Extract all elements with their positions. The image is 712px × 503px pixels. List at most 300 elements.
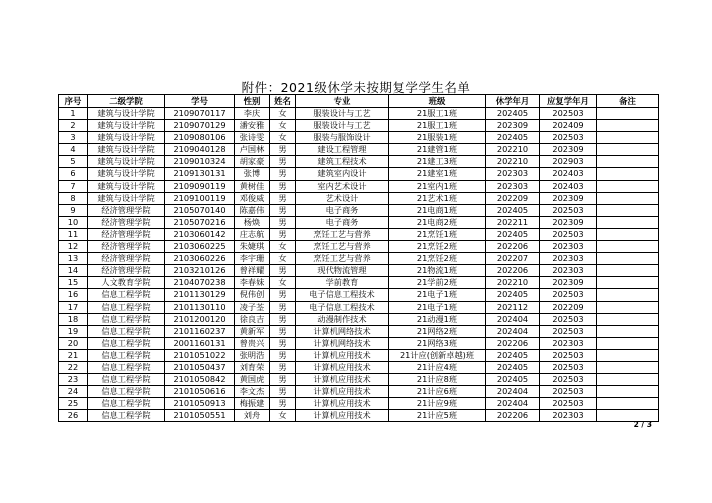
header-remarks: 备注 xyxy=(597,95,659,108)
cell-col4: 李庆 xyxy=(235,108,270,120)
cell-return-date: 202309 xyxy=(540,277,597,289)
cell-class: 21学前2班 xyxy=(389,277,486,289)
cell-remarks xyxy=(597,216,659,228)
cell-class: 21服工1班 xyxy=(389,108,486,120)
table-row xyxy=(59,337,659,349)
cell-college: 建筑与设计学院 xyxy=(88,144,165,156)
cell-student-id: 2101050437 xyxy=(165,361,235,373)
cell-index: 14 xyxy=(59,265,88,277)
cell-college: 信息工程学院 xyxy=(88,325,165,337)
cell-col5: 女 xyxy=(270,132,296,144)
cell-col5: 男 xyxy=(270,325,296,337)
cell-college: 建筑与设计学院 xyxy=(88,168,165,180)
cell-index: 26 xyxy=(59,410,88,422)
cell-suspend-date: 202405 xyxy=(486,289,540,301)
cell-col4: 梅振建 xyxy=(235,398,270,410)
student-table xyxy=(58,94,659,422)
cell-return-date: 202409 xyxy=(540,120,597,132)
cell-major: 计算机应用技术 xyxy=(296,349,389,361)
cell-college: 建筑与设计学院 xyxy=(88,132,165,144)
cell-college: 建筑与设计学院 xyxy=(88,192,165,204)
cell-col4: 刘舟 xyxy=(235,410,270,422)
table-row xyxy=(59,156,659,168)
cell-remarks xyxy=(597,349,659,361)
cell-student-id: 2101130110 xyxy=(165,301,235,313)
cell-col4: 张明浩 xyxy=(235,349,270,361)
cell-student-id: 2101200120 xyxy=(165,313,235,325)
cell-return-date: 202503 xyxy=(540,325,597,337)
cell-college: 经济管理学院 xyxy=(88,265,165,277)
cell-student-id: 2109130131 xyxy=(165,168,235,180)
cell-remarks xyxy=(597,132,659,144)
cell-col4: 倪伟创 xyxy=(235,289,270,301)
cell-suspend-date: 202404 xyxy=(486,313,540,325)
cell-col4: 杨焕 xyxy=(235,216,270,228)
cell-college: 信息工程学院 xyxy=(88,313,165,325)
cell-return-date: 202503 xyxy=(540,349,597,361)
cell-col5: 女 xyxy=(270,241,296,253)
cell-student-id: 2109010324 xyxy=(165,156,235,168)
cell-suspend-date: 202210 xyxy=(486,277,540,289)
cell-student-id: 2103210126 xyxy=(165,265,235,277)
cell-remarks xyxy=(597,361,659,373)
cell-major: 建筑工程技术 xyxy=(296,156,389,168)
cell-remarks xyxy=(597,301,659,313)
cell-suspend-date: 202303 xyxy=(486,168,540,180)
cell-col5: 男 xyxy=(270,228,296,240)
cell-college: 人文教育学院 xyxy=(88,277,165,289)
table-body xyxy=(59,108,659,422)
cell-major: 计算机应用技术 xyxy=(296,374,389,386)
cell-remarks xyxy=(597,337,659,349)
cell-return-date: 202503 xyxy=(540,204,597,216)
table-row xyxy=(59,168,659,180)
cell-college: 信息工程学院 xyxy=(88,361,165,373)
cell-col5: 男 xyxy=(270,386,296,398)
table-row xyxy=(59,325,659,337)
cell-remarks xyxy=(597,325,659,337)
cell-class: 21烹饪2班 xyxy=(389,253,486,265)
cell-index: 23 xyxy=(59,374,88,386)
cell-index: 25 xyxy=(59,398,88,410)
cell-return-date: 202503 xyxy=(540,386,597,398)
cell-remarks xyxy=(597,241,659,253)
cell-col5: 男 xyxy=(270,361,296,373)
cell-col4: 庄志航 xyxy=(235,228,270,240)
cell-class: 21艺术1班 xyxy=(389,192,486,204)
cell-remarks xyxy=(597,386,659,398)
cell-return-date: 202503 xyxy=(540,374,597,386)
cell-major: 电子商务 xyxy=(296,216,389,228)
cell-col4: 胡家豪 xyxy=(235,156,270,168)
cell-class: 21电子1班 xyxy=(389,289,486,301)
table-row xyxy=(59,361,659,373)
cell-class: 21电商2班 xyxy=(389,216,486,228)
cell-class: 21计应8班 xyxy=(389,374,486,386)
cell-remarks xyxy=(597,313,659,325)
cell-index: 19 xyxy=(59,325,88,337)
cell-index: 21 xyxy=(59,349,88,361)
cell-major: 计算机网络技术 xyxy=(296,337,389,349)
cell-major: 电子商务 xyxy=(296,204,389,216)
cell-college: 信息工程学院 xyxy=(88,374,165,386)
cell-major: 电子信息工程技术 xyxy=(296,289,389,301)
cell-return-date: 202303 xyxy=(540,253,597,265)
cell-class: 21计应4班 xyxy=(389,361,486,373)
cell-suspend-date: 202405 xyxy=(486,228,540,240)
cell-col5: 女 xyxy=(270,108,296,120)
cell-college: 信息工程学院 xyxy=(88,289,165,301)
cell-suspend-date: 202309 xyxy=(486,120,540,132)
table-row xyxy=(59,108,659,120)
cell-suspend-date: 202405 xyxy=(486,132,540,144)
cell-return-date: 202503 xyxy=(540,313,597,325)
cell-index: 18 xyxy=(59,313,88,325)
cell-col5: 男 xyxy=(270,374,296,386)
cell-remarks xyxy=(597,277,659,289)
cell-college: 经济管理学院 xyxy=(88,253,165,265)
cell-class: 21计应9班 xyxy=(389,398,486,410)
header-major: 专业 xyxy=(296,95,389,108)
cell-class: 21电商1班 xyxy=(389,204,486,216)
table-row xyxy=(59,228,659,240)
table-row xyxy=(59,277,659,289)
header-index: 序号 xyxy=(59,95,88,108)
cell-index: 7 xyxy=(59,180,88,192)
cell-return-date: 202503 xyxy=(540,132,597,144)
cell-index: 12 xyxy=(59,241,88,253)
cell-suspend-date: 202404 xyxy=(486,325,540,337)
cell-index: 1 xyxy=(59,108,88,120)
cell-suspend-date: 202405 xyxy=(486,204,540,216)
cell-class: 21电子1班 xyxy=(389,301,486,313)
cell-col4: 刘育荣 xyxy=(235,361,270,373)
cell-suspend-date: 202210 xyxy=(486,156,540,168)
cell-col4: 卢国林 xyxy=(235,144,270,156)
cell-student-id: 2109080106 xyxy=(165,132,235,144)
cell-student-id: 2101130129 xyxy=(165,289,235,301)
table-row xyxy=(59,216,659,228)
cell-col5: 男 xyxy=(270,265,296,277)
cell-return-date: 202309 xyxy=(540,216,597,228)
cell-student-id: 2104070238 xyxy=(165,277,235,289)
cell-college: 经济管理学院 xyxy=(88,216,165,228)
table-header-row xyxy=(59,95,659,108)
cell-col5: 男 xyxy=(270,216,296,228)
cell-major: 建筑室内设计 xyxy=(296,168,389,180)
cell-student-id: 2101050842 xyxy=(165,374,235,386)
cell-remarks xyxy=(597,192,659,204)
cell-student-id: 2105070140 xyxy=(165,204,235,216)
cell-student-id: 2101050913 xyxy=(165,398,235,410)
cell-college: 建筑与设计学院 xyxy=(88,108,165,120)
cell-return-date: 202503 xyxy=(540,361,597,373)
cell-suspend-date: 202209 xyxy=(486,192,540,204)
cell-class: 21建工3班 xyxy=(389,156,486,168)
cell-college: 建筑与设计学院 xyxy=(88,120,165,132)
cell-index: 17 xyxy=(59,301,88,313)
cell-col5: 男 xyxy=(270,301,296,313)
cell-col4: 黄树佳 xyxy=(235,180,270,192)
cell-major: 计算机应用技术 xyxy=(296,410,389,422)
table-row xyxy=(59,204,659,216)
cell-suspend-date: 202405 xyxy=(486,374,540,386)
cell-class: 21网络3班 xyxy=(389,337,486,349)
cell-col4: 李春妹 xyxy=(235,277,270,289)
header-student-id: 学号 xyxy=(165,95,235,108)
cell-student-id: 2103060225 xyxy=(165,241,235,253)
cell-student-id: 2109070117 xyxy=(165,108,235,120)
cell-col4: 张诗雯 xyxy=(235,132,270,144)
cell-col4: 潘安雅 xyxy=(235,120,270,132)
cell-remarks xyxy=(597,144,659,156)
cell-class: 21服装1班 xyxy=(389,132,486,144)
cell-student-id: 2101050551 xyxy=(165,410,235,422)
cell-major: 服装设计与工艺 xyxy=(296,108,389,120)
cell-col4: 黄国虎 xyxy=(235,374,270,386)
cell-index: 15 xyxy=(59,277,88,289)
cell-col4: 邓俊威 xyxy=(235,192,270,204)
cell-return-date: 202903 xyxy=(540,156,597,168)
cell-major: 烹饪工艺与营养 xyxy=(296,228,389,240)
cell-col4: 张博 xyxy=(235,168,270,180)
cell-student-id: 2103060226 xyxy=(165,253,235,265)
cell-return-date: 202503 xyxy=(540,108,597,120)
cell-class: 21物流1班 xyxy=(389,265,486,277)
cell-student-id: 2101051022 xyxy=(165,349,235,361)
cell-remarks xyxy=(597,156,659,168)
cell-remarks xyxy=(597,253,659,265)
cell-remarks xyxy=(597,398,659,410)
table-row xyxy=(59,132,659,144)
cell-return-date: 202209 xyxy=(540,301,597,313)
cell-college: 信息工程学院 xyxy=(88,398,165,410)
cell-col5: 男 xyxy=(270,192,296,204)
cell-major: 服装设计与工艺 xyxy=(296,120,389,132)
cell-suspend-date: 202207 xyxy=(486,253,540,265)
table-row xyxy=(59,386,659,398)
cell-student-id: 2101160237 xyxy=(165,325,235,337)
cell-remarks xyxy=(597,204,659,216)
cell-class: 21建室1班 xyxy=(389,168,486,180)
cell-college: 信息工程学院 xyxy=(88,337,165,349)
cell-index: 5 xyxy=(59,156,88,168)
cell-return-date: 202403 xyxy=(540,180,597,192)
cell-major: 艺术设计 xyxy=(296,192,389,204)
cell-college: 经济管理学院 xyxy=(88,228,165,240)
cell-col5: 女 xyxy=(270,410,296,422)
cell-col4: 李文杰 xyxy=(235,386,270,398)
cell-student-id: 2103060142 xyxy=(165,228,235,240)
cell-class: 21烹饪2班 xyxy=(389,241,486,253)
header-college: 二级学院 xyxy=(88,95,165,108)
cell-major: 电子信息工程技术 xyxy=(296,301,389,313)
cell-index: 22 xyxy=(59,361,88,373)
cell-col5: 男 xyxy=(270,398,296,410)
cell-return-date: 202303 xyxy=(540,337,597,349)
cell-remarks xyxy=(597,265,659,277)
cell-col4: 曾祥耀 xyxy=(235,265,270,277)
cell-class: 21室内1班 xyxy=(389,180,486,192)
cell-major: 室内艺术设计 xyxy=(296,180,389,192)
cell-suspend-date: 202112 xyxy=(486,301,540,313)
cell-major: 计算机应用技术 xyxy=(296,386,389,398)
cell-index: 20 xyxy=(59,337,88,349)
cell-index: 4 xyxy=(59,144,88,156)
cell-college: 经济管理学院 xyxy=(88,204,165,216)
cell-class: 21网络2班 xyxy=(389,325,486,337)
table-row xyxy=(59,180,659,192)
cell-col4: 曾贵兴 xyxy=(235,337,270,349)
cell-index: 9 xyxy=(59,204,88,216)
cell-suspend-date: 202206 xyxy=(486,410,540,422)
cell-college: 信息工程学院 xyxy=(88,349,165,361)
cell-return-date: 202503 xyxy=(540,289,597,301)
cell-return-date: 202309 xyxy=(540,144,597,156)
cell-college: 信息工程学院 xyxy=(88,301,165,313)
cell-major: 现代物流管理 xyxy=(296,265,389,277)
cell-return-date: 202503 xyxy=(540,398,597,410)
cell-class: 21烹饪1班 xyxy=(389,228,486,240)
cell-suspend-date: 202405 xyxy=(486,361,540,373)
cell-class: 21建管1班 xyxy=(389,144,486,156)
cell-col4: 黄新军 xyxy=(235,325,270,337)
cell-student-id: 2109100119 xyxy=(165,192,235,204)
cell-major: 烹饪工艺与营养 xyxy=(296,253,389,265)
cell-index: 2 xyxy=(59,120,88,132)
cell-col5: 男 xyxy=(270,337,296,349)
header-name: 姓名 xyxy=(270,95,296,108)
cell-remarks xyxy=(597,168,659,180)
table-row xyxy=(59,241,659,253)
table-row xyxy=(59,398,659,410)
cell-col5: 男 xyxy=(270,156,296,168)
cell-col5: 男 xyxy=(270,180,296,192)
cell-class: 21服工1班 xyxy=(389,120,486,132)
cell-college: 信息工程学院 xyxy=(88,386,165,398)
cell-suspend-date: 202206 xyxy=(486,241,540,253)
cell-remarks xyxy=(597,120,659,132)
page-title: 附件：2021级休学未按期复学学生名单 xyxy=(241,80,471,95)
cell-class: 21计应6班 xyxy=(389,386,486,398)
cell-class: 21计应(创新卓越)班 xyxy=(389,349,486,361)
cell-suspend-date: 202206 xyxy=(486,265,540,277)
cell-return-date: 202303 xyxy=(540,241,597,253)
cell-remarks xyxy=(597,289,659,301)
cell-major: 动漫制作技术 xyxy=(296,313,389,325)
table-row xyxy=(59,410,659,422)
cell-col4: 朱婕琪 xyxy=(235,241,270,253)
cell-index: 13 xyxy=(59,253,88,265)
cell-suspend-date: 202404 xyxy=(486,398,540,410)
cell-col5: 男 xyxy=(270,168,296,180)
cell-suspend-date: 202210 xyxy=(486,144,540,156)
cell-college: 经济管理学院 xyxy=(88,241,165,253)
cell-major: 烹饪工艺与营养 xyxy=(296,241,389,253)
cell-return-date: 202503 xyxy=(540,228,597,240)
cell-index: 3 xyxy=(59,132,88,144)
cell-col5: 男 xyxy=(270,313,296,325)
cell-col4: 陈嘉伟 xyxy=(235,204,270,216)
table-row xyxy=(59,289,659,301)
table-row xyxy=(59,265,659,277)
cell-student-id: 2105070216 xyxy=(165,216,235,228)
cell-return-date: 202303 xyxy=(540,265,597,277)
cell-student-id: 2109070129 xyxy=(165,120,235,132)
cell-remarks xyxy=(597,228,659,240)
cell-index: 24 xyxy=(59,386,88,398)
cell-class: 21计应5班 xyxy=(389,410,486,422)
cell-index: 6 xyxy=(59,168,88,180)
cell-suspend-date: 202405 xyxy=(486,108,540,120)
cell-col5: 女 xyxy=(270,277,296,289)
cell-col4: 李宇珊 xyxy=(235,253,270,265)
table-row xyxy=(59,253,659,265)
cell-remarks xyxy=(597,180,659,192)
cell-return-date: 202403 xyxy=(540,168,597,180)
cell-col4: 凌子荃 xyxy=(235,301,270,313)
cell-student-id: 2001160131 xyxy=(165,337,235,349)
cell-major: 服装与服饰设计 xyxy=(296,132,389,144)
cell-suspend-date: 202206 xyxy=(486,337,540,349)
header-suspend-date: 休学年月 xyxy=(486,95,540,108)
table-row xyxy=(59,144,659,156)
cell-col4: 徐良吉 xyxy=(235,313,270,325)
table-row xyxy=(59,192,659,204)
cell-suspend-date: 202404 xyxy=(486,386,540,398)
table-row xyxy=(59,374,659,386)
cell-student-id: 2109040128 xyxy=(165,144,235,156)
cell-suspend-date: 202211 xyxy=(486,216,540,228)
cell-student-id: 2101050616 xyxy=(165,386,235,398)
cell-student-id: 2109090119 xyxy=(165,180,235,192)
cell-index: 16 xyxy=(59,289,88,301)
cell-major: 计算机应用技术 xyxy=(296,361,389,373)
cell-index: 11 xyxy=(59,228,88,240)
cell-return-date: 202303 xyxy=(540,410,597,422)
cell-college: 建筑与设计学院 xyxy=(88,180,165,192)
header-gender: 性别 xyxy=(235,95,270,108)
cell-col5: 男 xyxy=(270,349,296,361)
cell-major: 计算机网络技术 xyxy=(296,325,389,337)
cell-college: 信息工程学院 xyxy=(88,410,165,422)
table-row xyxy=(59,349,659,361)
cell-major: 计算机应用技术 xyxy=(296,398,389,410)
cell-remarks xyxy=(597,374,659,386)
page-number: 2 / 3 xyxy=(633,420,652,429)
cell-college: 建筑与设计学院 xyxy=(88,156,165,168)
header-class: 班级 xyxy=(389,95,486,108)
cell-remarks xyxy=(597,108,659,120)
table-row xyxy=(59,301,659,313)
cell-major: 建设工程管理 xyxy=(296,144,389,156)
cell-major: 学前教育 xyxy=(296,277,389,289)
cell-col5: 女 xyxy=(270,253,296,265)
header-return-date: 应复学年月 xyxy=(540,95,597,108)
cell-suspend-date: 202303 xyxy=(486,180,540,192)
table-row xyxy=(59,120,659,132)
cell-col5: 男 xyxy=(270,289,296,301)
cell-index: 10 xyxy=(59,216,88,228)
cell-col5: 女 xyxy=(270,120,296,132)
cell-col5: 男 xyxy=(270,204,296,216)
cell-index: 8 xyxy=(59,192,88,204)
cell-suspend-date: 202405 xyxy=(486,349,540,361)
cell-return-date: 202309 xyxy=(540,192,597,204)
cell-col5: 男 xyxy=(270,144,296,156)
table-row xyxy=(59,313,659,325)
cell-class: 21动漫1班 xyxy=(389,313,486,325)
